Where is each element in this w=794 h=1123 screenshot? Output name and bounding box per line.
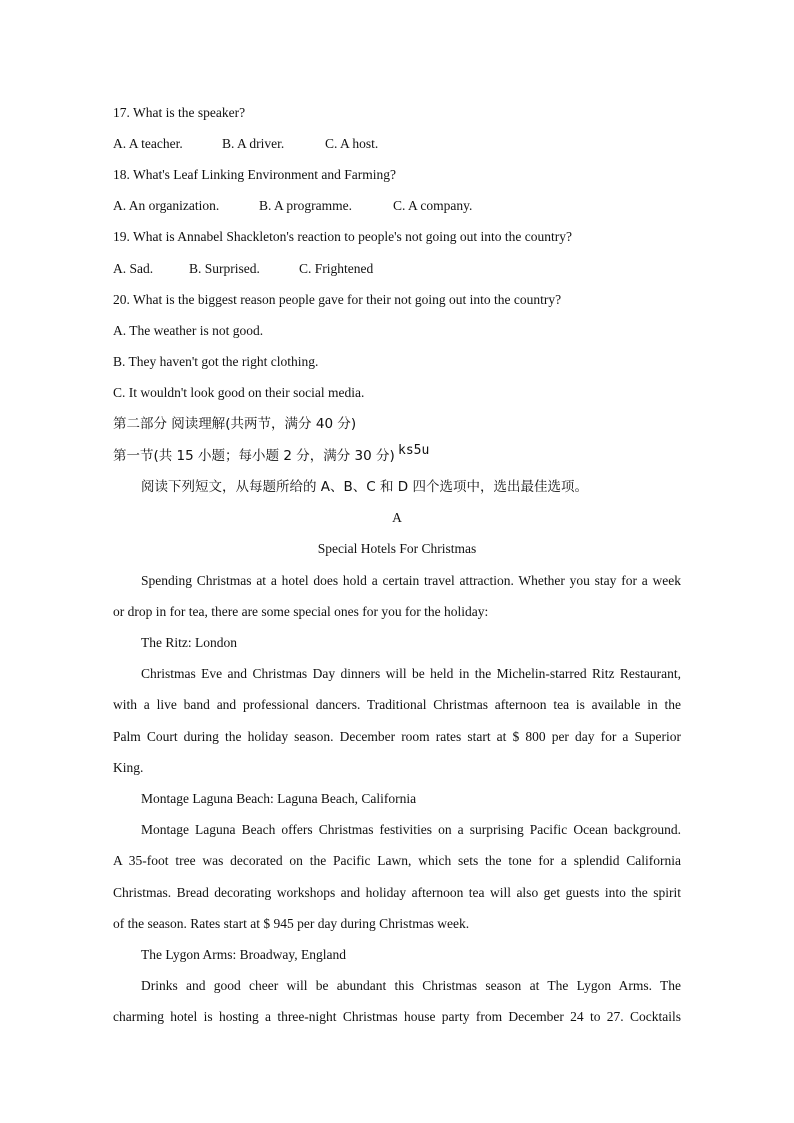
option-19-a: A. Sad. bbox=[113, 261, 154, 276]
option-20-a: A. The weather is not good. bbox=[113, 323, 264, 338]
section1-heading: 第一节(共 15 小题；每小题 2 分，满分 30 分) bbox=[113, 448, 395, 464]
paragraph-line: Palm Court during the holiday season. December room rates start at $ 800 per day for a Superior bbox=[113, 729, 681, 744]
question-18-stem: 18. What's Leaf Linking Environment and Farming? bbox=[113, 167, 396, 182]
hotel-name: The Ritz: London bbox=[141, 635, 237, 650]
passage-letter: A bbox=[392, 510, 402, 525]
paragraph-line: of the season. Rates start at $ 945 per day during Christmas week. bbox=[113, 916, 470, 931]
paragraph-line: Montage Laguna Beach offers Christmas festivities on a surprising Pacific Ocean background. bbox=[141, 822, 681, 837]
paragraph-line: Christmas Eve and Christmas Day dinners will be held in the Michelin-starred Ritz Restaurant, bbox=[141, 666, 681, 681]
paragraph-line: King. bbox=[113, 760, 144, 775]
option-17-c: C. A host. bbox=[325, 136, 379, 151]
hotel-name: Montage Laguna Beach: Laguna Beach, California bbox=[141, 791, 417, 806]
option-20-b: B. They haven't got the right clothing. bbox=[113, 354, 319, 369]
option-19-c: C. Frightened bbox=[299, 261, 374, 276]
instruction: 阅读下列短文，从每题所给的 A、B、C 和 D 四个选项中，选出最佳选项。 bbox=[141, 479, 588, 495]
question-19-stem: 19. What is Annabel Shackleton's reaction to people's not going out into the country? bbox=[113, 229, 573, 244]
hotel-name: The Lygon Arms: Broadway, England bbox=[141, 947, 346, 962]
option-17-a: A. A teacher. bbox=[113, 136, 183, 151]
option-18-b: B. A programme. bbox=[259, 198, 352, 213]
watermark: ks5u bbox=[398, 443, 430, 458]
question-17-stem: 17. What is the speaker? bbox=[113, 105, 246, 120]
paragraph-line: with a live band and professional dancers. Traditional Christmas afternoon tea is available in the bbox=[113, 697, 681, 712]
option-17-b: B. A driver. bbox=[222, 136, 285, 151]
intro-line: or drop in for tea, there are some special ones for you for the holiday: bbox=[113, 604, 489, 619]
option-18-c: C. A company. bbox=[393, 198, 473, 213]
paragraph-line: Drinks and good cheer will be abundant this Christmas season at The Lygon Arms. The bbox=[141, 978, 681, 993]
paragraph-line: A 35-foot tree was decorated on the Pacific Lawn, which sets the tone for a splendid California bbox=[113, 853, 681, 868]
question-20-stem: 20. What is the biggest reason people gave for their not going out into the country? bbox=[113, 292, 562, 307]
paragraph-line: Christmas. Bread decorating workshops and holiday afternoon tea will also get guests into the spirit bbox=[113, 885, 681, 900]
option-18-a: A. An organization. bbox=[113, 198, 220, 213]
option-19-b: B. Surprised. bbox=[189, 261, 260, 276]
option-20-c: C. It wouldn't look good on their social media. bbox=[113, 385, 365, 400]
passage-title: Special Hotels For Christmas bbox=[317, 541, 477, 556]
paragraph-line: charming hotel is hosting a three-night Christmas house party from December 24 to 27. Cocktails bbox=[113, 1009, 681, 1024]
intro-line: Spending Christmas at a hotel does hold a certain travel attraction. Whether you stay for a week bbox=[141, 573, 681, 588]
part2-heading: 第二部分 阅读理解(共两节，满分 40 分) bbox=[113, 416, 357, 432]
